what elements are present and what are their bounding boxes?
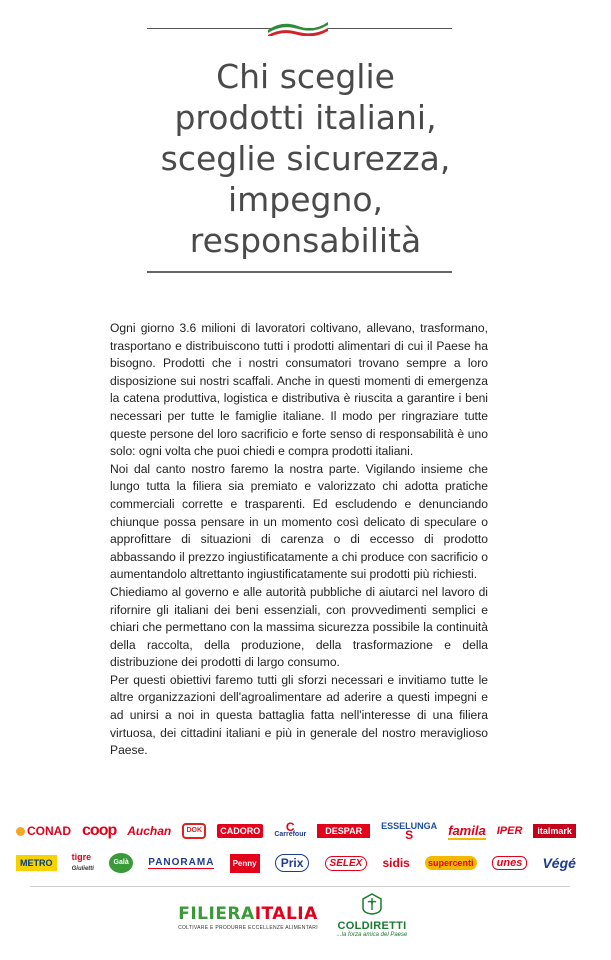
headline-line: impegno,	[227, 180, 384, 219]
gala-logo: Galà	[109, 853, 133, 873]
metro-logo: METRO	[16, 855, 57, 871]
despar-logo: DESPAR	[317, 824, 370, 838]
conad-logo: CONAD	[16, 824, 71, 838]
italian-flag-icon	[266, 18, 330, 36]
coldiretti-name: COLDIRETTI	[337, 920, 407, 932]
esselunga-mark: S	[405, 828, 414, 842]
tigre-logo	[72, 852, 94, 874]
sidis-logo: sidis	[382, 856, 410, 870]
headline-divider	[147, 271, 452, 273]
retailer-logos-row-2	[16, 852, 576, 874]
auchan-logo: Auchan	[127, 824, 172, 838]
penny-logo: Penny	[230, 854, 260, 873]
carrefour-logo	[274, 820, 307, 839]
esselunga-text: ESSELUNGA	[381, 821, 438, 831]
italia-word: ITALIA	[254, 904, 318, 924]
dok-logo: DOK	[182, 823, 206, 839]
selex-logo: SELEX	[325, 856, 368, 871]
filiera-tagline: COLTIVARE E PRODURRE ECCELLENZE ALIMENTARI	[178, 925, 318, 931]
filiera-word: FILIERA	[178, 904, 255, 924]
iper-logo: IPER	[496, 825, 523, 837]
headline-line: Chi sceglie	[216, 57, 395, 96]
filiera-italia-logo	[178, 904, 318, 931]
headline-line: sceglie sicurezza,	[160, 139, 451, 178]
paragraph: Noi dal canto nostro faremo la nostra parte. Vigilando insieme che lungo tutta la filiera sia premiato e valorizzato chi adotta pratiche commerciali corrette e trasparenti. Ed escludendo e denunciando chiunque possa pensare in un momento così delicato di speculare o approfittare di situazioni di carenza o di eccesso di prodotto abbassando il prezzo ingiustificatamente a chi produce con sacrificio o aumentandolo altrettanto ingiustificatamente sui prodotti più richiesti.	[110, 461, 488, 582]
filiera-italia-wordmark	[178, 904, 318, 924]
supercenti-logo: supercenti	[425, 856, 477, 870]
panorama-logo: PANORAMA	[148, 857, 215, 868]
paragraph: Chiediamo al governo e alle autorità pubbliche di aiutarci nel lavoro di rifornire gli italiani dei beni essenziali, con provvedimenti semplici e chiari che permettano con la massima sicurezza possibile la continuità della raccolta, della produzione, della trasformazione e della distribuzione dei prodotti di largo consumo.	[110, 584, 488, 670]
prix-logo: Prix	[275, 854, 310, 872]
famila-logo: famila	[448, 822, 486, 838]
headline-line: prodotti italiani,	[174, 98, 437, 137]
tigre-subtext: Giulietti	[71, 866, 94, 872]
coldiretti-logo	[336, 893, 408, 938]
unes-logo: unes	[492, 856, 528, 870]
body-text	[110, 320, 488, 760]
coop-logo: coop	[82, 822, 117, 839]
paragraph: Ogni giorno 3.6 milioni di lavoratori coltivano, allevano, trasformano, trasportano e distribuiscono tutti i prodotti alimentari di cui il Paese ha bisogno. Prodotti che i nostri consumatori trovano sempre a loro disposizione sui nostri scaffali. Anche in questi momenti di emergenza la catena produttiva, logistica e distributiva è riuscita a garantire i beni necessari per tutte le famiglie italiane. Il modo per ringraziare tutte queste persone del loro sacrificio e forte senso di responsabilità è uno solo: ogni volta che puoi chiedi e compra prodotti italiani.	[110, 321, 488, 459]
retailer-logos-row-1	[16, 822, 576, 840]
coldiretti-emblem-icon	[361, 893, 383, 915]
italmark-logo: italmark	[533, 824, 576, 838]
paragraph: Per questi obiettivi faremo tutti gli sforzi necessari e invitiamo tutte le altre organizzazioni dell'agroalimentare ad aderire a questi impegni e ad unirsi a noi in questa battaglia fatta nell'interesse di una filiera virtuosa, dei cittadini italiani e più in generale del nostro meraviglioso Paese.	[110, 672, 488, 758]
cadoro-logo: CADORO	[217, 824, 263, 838]
carrefour-mark: C	[285, 820, 295, 834]
coldiretti-tagline: ...la forza amica del Paese	[336, 932, 408, 938]
carrefour-text: Carrefour	[274, 831, 307, 838]
headline	[0, 56, 611, 261]
vege-logo: Végé	[542, 855, 576, 871]
footer-divider	[30, 886, 570, 887]
tigre-text: tigre	[71, 852, 92, 862]
headline-line: responsabilità	[189, 221, 422, 260]
esselunga-logo	[381, 822, 437, 840]
